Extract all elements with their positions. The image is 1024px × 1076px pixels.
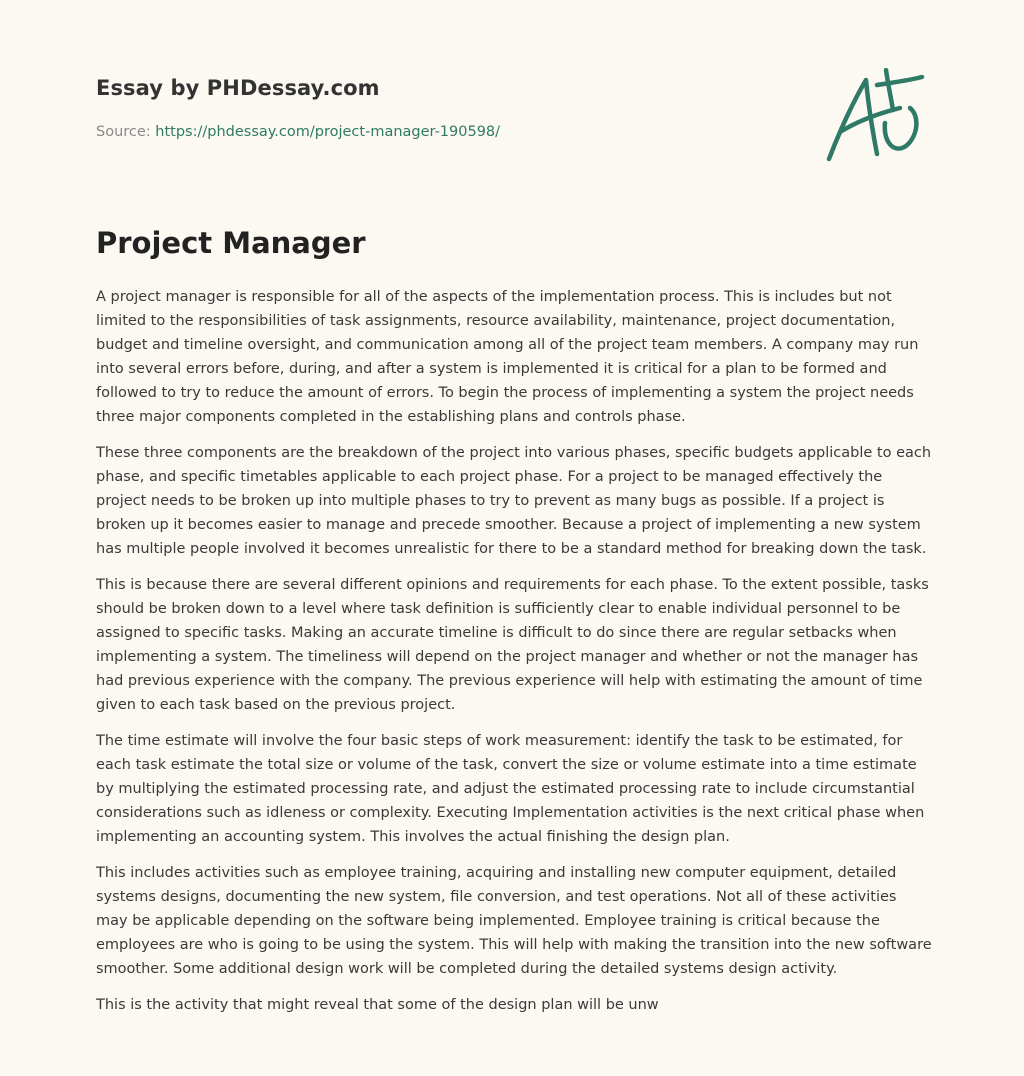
- paragraph: This is the activity that might reveal that some of the design plan will be unw: [96, 997, 659, 1013]
- source-line: [96, 124, 500, 140]
- site-brand: Essay by PHDessay.com: [96, 76, 380, 100]
- article-title: Project Manager: [96, 226, 366, 260]
- article-body: [96, 285, 932, 1029]
- paragraph: This includes activities such as employee training, acquiring and installing new computer equipment, detailed systems designs, documenting the new system, file conversion, and test operations. Not all of these activities may be applicable depending on the software being implemented. Employee training is critical because the employees are who is going to be using the system. This will help with making the transition into the new software smoother. Some additional design work will be completed during the detailed systems design activity.: [96, 865, 932, 977]
- paragraph: The time estimate will involve the four basic steps of work measurement: identify the task to be estimated, for each task estimate the total size or volume of the task, convert the size or volume estimate into a time estimate by multiplying the estimated processing rate, and adjust the estimated processing rate to include circumstantial considerations such as idleness or complexity. Executing Implementation activities is the next critical phase when implementing an accounting system. This involves the actual finishing the design plan.: [96, 733, 925, 845]
- paragraph: These three components are the breakdown of the project into various phases, specific budgets applicable to each phase, and specific timetables applicable to each project phase. For a project to be managed effectively the project needs to be broken up into multiple phases to try to prevent as many bugs as possible. If a project is broken up it becomes easier to manage and precede smoother. Because a project of implementing a new system has multiple people involved it becomes unrealistic for there to be a standard method for breaking down the task.: [96, 445, 932, 557]
- paragraph: This is because there are several different opinions and requirements for each phase. To the extent possible, tasks should be broken down to a level where task definition is sufficiently clear to enable individual personnel to be assigned to specific tasks. Making an accurate timeline is difficult to do since there are regular setbacks when implementing a system. The timeliness will depend on the project manager and whether or not the manager has had previous experience with the company. The previous experience will help with estimating the amount of time given to each task based on the previous project.: [96, 577, 929, 713]
- source-label: Source:: [96, 124, 151, 140]
- source-link[interactable]: https://phdessay.com/project-manager-190598/: [155, 124, 501, 140]
- paragraph: A project manager is responsible for all of the aspects of the implementation process. This is includes but not limited to the responsibilities of task assignments, resource availability, maintenance, project documentation, budget and timeline oversight, and communication among all of the project team members. A company may run into several errors before, during, and after a system is implemented it is critical for a plan to be formed and followed to try to reduce the amount of errors. To begin the process of implementing a system the project needs three major components completed in the establishing plans and controls phase.: [96, 289, 919, 425]
- a-plus-logo-icon: [822, 68, 926, 164]
